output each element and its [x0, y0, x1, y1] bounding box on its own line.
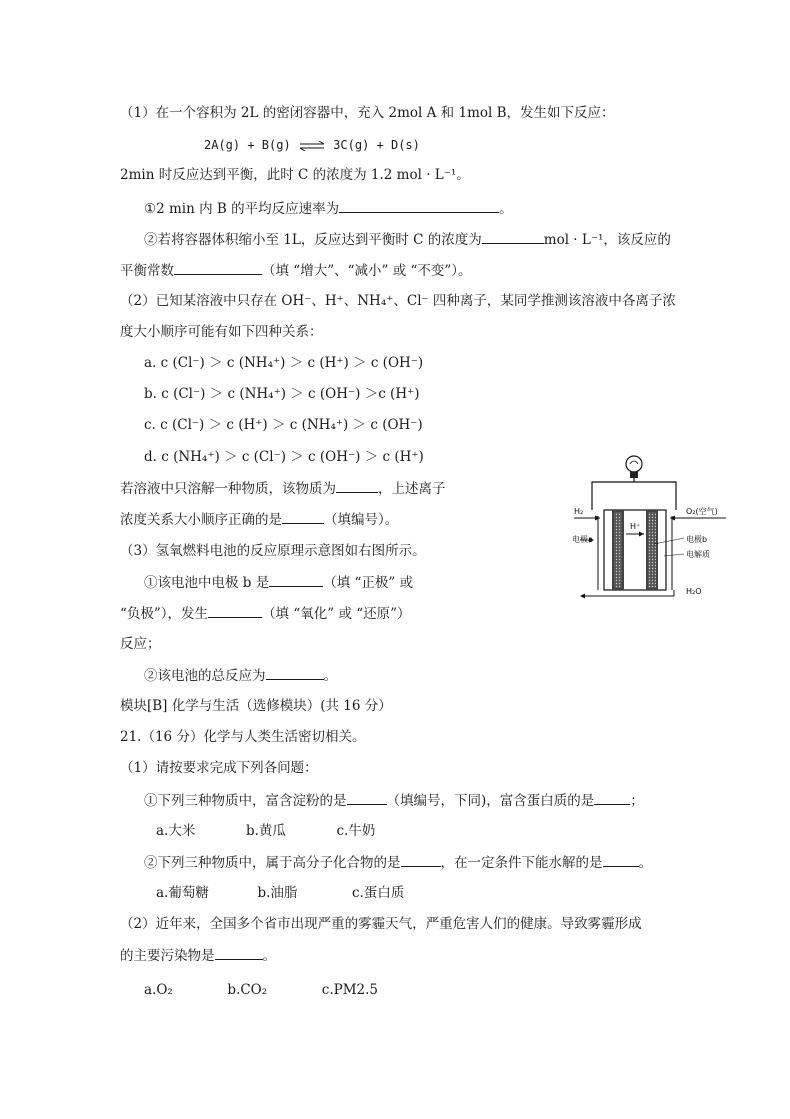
label-h2: H₂ — [574, 507, 584, 516]
q3-sub2-text: ②该电池的总反应为 — [144, 668, 266, 684]
q21-part2-b — [120, 945, 276, 966]
q2-option-c: c. c (Cl⁻) ＞ c (H⁺) ＞ c (NH₄⁺) ＞ c (OH⁻) — [144, 417, 423, 433]
option-b: b.CO₂ — [227, 982, 268, 998]
answer-blank[interactable] — [208, 603, 262, 618]
option-b: b.油脂 — [257, 885, 298, 901]
label-electrode-b: 电极b — [686, 535, 708, 544]
q21-sub1 — [144, 790, 644, 811]
option-a: a.葡萄糖 — [156, 885, 209, 901]
q2-intro-a: （2）已知某溶液中只存在 OH⁻、H⁺、NH₄⁺、Cl⁻ 四种离子，某同学推测该溶液中各离子浓 — [120, 293, 676, 309]
q3-sub1-text-c: “负极”），发生 — [120, 606, 209, 622]
q21-sub2-options — [156, 883, 404, 903]
option-b: b.黄瓜 — [245, 823, 286, 839]
q21-sub1-text-b: （填编号，下同)，富含蛋白质的是 — [386, 793, 595, 809]
answer-blank[interactable] — [482, 229, 544, 244]
q3-sub1-end: 反应； — [120, 636, 161, 652]
q21-sub2 — [144, 852, 652, 873]
q3-sub1-text-b: （填 “正极” 或 — [323, 575, 414, 591]
option-c: c.PM2.5 — [321, 982, 378, 998]
option-c: c.蛋白质 — [351, 885, 405, 901]
q3-intro: （3）氢氧燃料电池的反应原理示意图如右图所示。 — [120, 543, 426, 559]
label-electrode-a: 电极a — [572, 535, 593, 544]
q1-sub1-text: ①2 min 内 B 的平均反应速率为 — [144, 201, 340, 217]
label-electrolyte: 电解质 — [686, 550, 710, 559]
q3-sub2 — [144, 665, 337, 686]
option-a: a.O₂ — [144, 982, 173, 998]
answer-blank[interactable] — [603, 852, 639, 867]
q2-option-b: b. c (Cl⁻) ＞ c (NH₄⁺) ＞ c (OH⁻) ＞c (H⁺) — [144, 386, 420, 402]
answer-blank[interactable] — [336, 478, 378, 493]
q21-sub2-text-a: ②下列三种物质中，属于高分子化合物的是 — [144, 855, 401, 871]
q2-ask-text-d: （填编号）。 — [324, 512, 399, 528]
answer-blank[interactable] — [347, 790, 387, 805]
q1-intro: （1）在一个容积为 2L 的密闭容器中，充入 2mol A 和 1mol B，发生如下反应： — [120, 105, 615, 121]
q1-sub1-end: 。 — [499, 201, 513, 217]
label-h2o: H₂O — [686, 587, 702, 596]
q3-sub1-text-a: ①该电池中电极 b 是 — [144, 575, 270, 591]
answer-blank[interactable] — [594, 790, 630, 805]
q21-sub1-text-c: ； — [630, 793, 644, 809]
q21-sub2-text-b: ，在一定条件下能水解的是 — [440, 855, 603, 871]
q2-ask-text-a: 若溶液中只溶解一种物质，该物质为 — [120, 481, 336, 497]
answer-blank[interactable] — [282, 509, 324, 524]
q1-sub2-text-b: mol · L⁻¹，该反应的 — [543, 232, 671, 248]
q21-sub2-text-c: 。 — [638, 855, 652, 871]
answer-blank[interactable] — [269, 572, 323, 587]
q1-note: 2min 时反应达到平衡，此时 C 的浓度为 1.2 mol · L⁻¹。 — [120, 167, 470, 183]
answer-blank[interactable] — [266, 665, 324, 680]
answer-blank[interactable] — [401, 852, 441, 867]
q3-sub1 — [144, 572, 413, 593]
equilibrium-arrow-icon — [298, 141, 326, 151]
q21-part2-a: （2）近年来，全国多个省市出现严重的雾霾天气，严重危害人们的健康。导致雾霾形成 — [120, 916, 642, 932]
q2-option-a: a. c (Cl⁻) ＞ c (NH₄⁺) ＞ c (H⁺) ＞ c (OH⁻) — [144, 355, 424, 371]
answer-blank[interactable] — [174, 260, 262, 275]
label-hplus: H⁺ — [630, 522, 641, 531]
option-c: c.牛奶 — [336, 823, 376, 839]
light-bulb-icon — [626, 456, 642, 478]
q21-part2-text-c: 。 — [262, 948, 276, 964]
q1-sub2-text-a: ②若将容器体积缩小至 1L，反应达到平衡时 C 的浓度为 — [144, 232, 482, 248]
q21-sub1-text-a: ①下列三种物质中，富含淀粉的是 — [144, 793, 347, 809]
label-o2: O₂(空气) — [686, 507, 718, 516]
answer-blank[interactable] — [339, 198, 499, 213]
module-b-heading: 模块[B] 化学与生活（选修模块）(共 16 分） — [120, 698, 392, 714]
eq-left: 2A(g) + B(g) — [204, 138, 291, 152]
q1-equation — [204, 135, 420, 155]
q2-intro-b: 度大小顺序可能有如下四种关系： — [120, 324, 323, 340]
option-a: a.大米 — [156, 823, 196, 839]
q2-ask-2 — [120, 509, 398, 530]
answer-blank[interactable] — [215, 945, 263, 960]
q1-sub2-text-c: 平衡常数 — [120, 263, 174, 279]
q1-sub2-text-d: （填 “增大”、“减小” 或 “不变”）。 — [262, 263, 472, 279]
q3-sub1-text-d: （填 “氧化” 或 “还原”） — [262, 606, 411, 622]
q1-sub2-cont — [120, 260, 472, 281]
q1-sub2 — [144, 229, 671, 250]
q3-sub1-cont — [120, 603, 411, 624]
q21-part2-text-b: 的主要污染物是 — [120, 948, 215, 964]
q2-ask-1 — [120, 478, 446, 499]
q2-ask-text-b: ，上述离子 — [378, 481, 446, 497]
q21-part1: （1）请按要求完成下列各问题： — [120, 760, 318, 776]
q2-option-d: d. c (NH₄⁺) ＞ c (Cl⁻) ＞ c (OH⁻) ＞ c (H⁺) — [144, 449, 424, 465]
eq-right: 3C(g) + D(s) — [333, 138, 420, 152]
q21-part2-options — [144, 980, 378, 1000]
q2-ask-text-c: 浓度关系大小顺序正确的是 — [120, 512, 282, 528]
fuel-cell-diagram — [570, 450, 730, 605]
q1-sub1 — [144, 198, 513, 219]
q21-title: 21.（16 分）化学与人类生活密切相关。 — [120, 729, 366, 745]
q21-sub1-options — [156, 821, 375, 841]
q3-sub2-end: 。 — [323, 668, 337, 684]
